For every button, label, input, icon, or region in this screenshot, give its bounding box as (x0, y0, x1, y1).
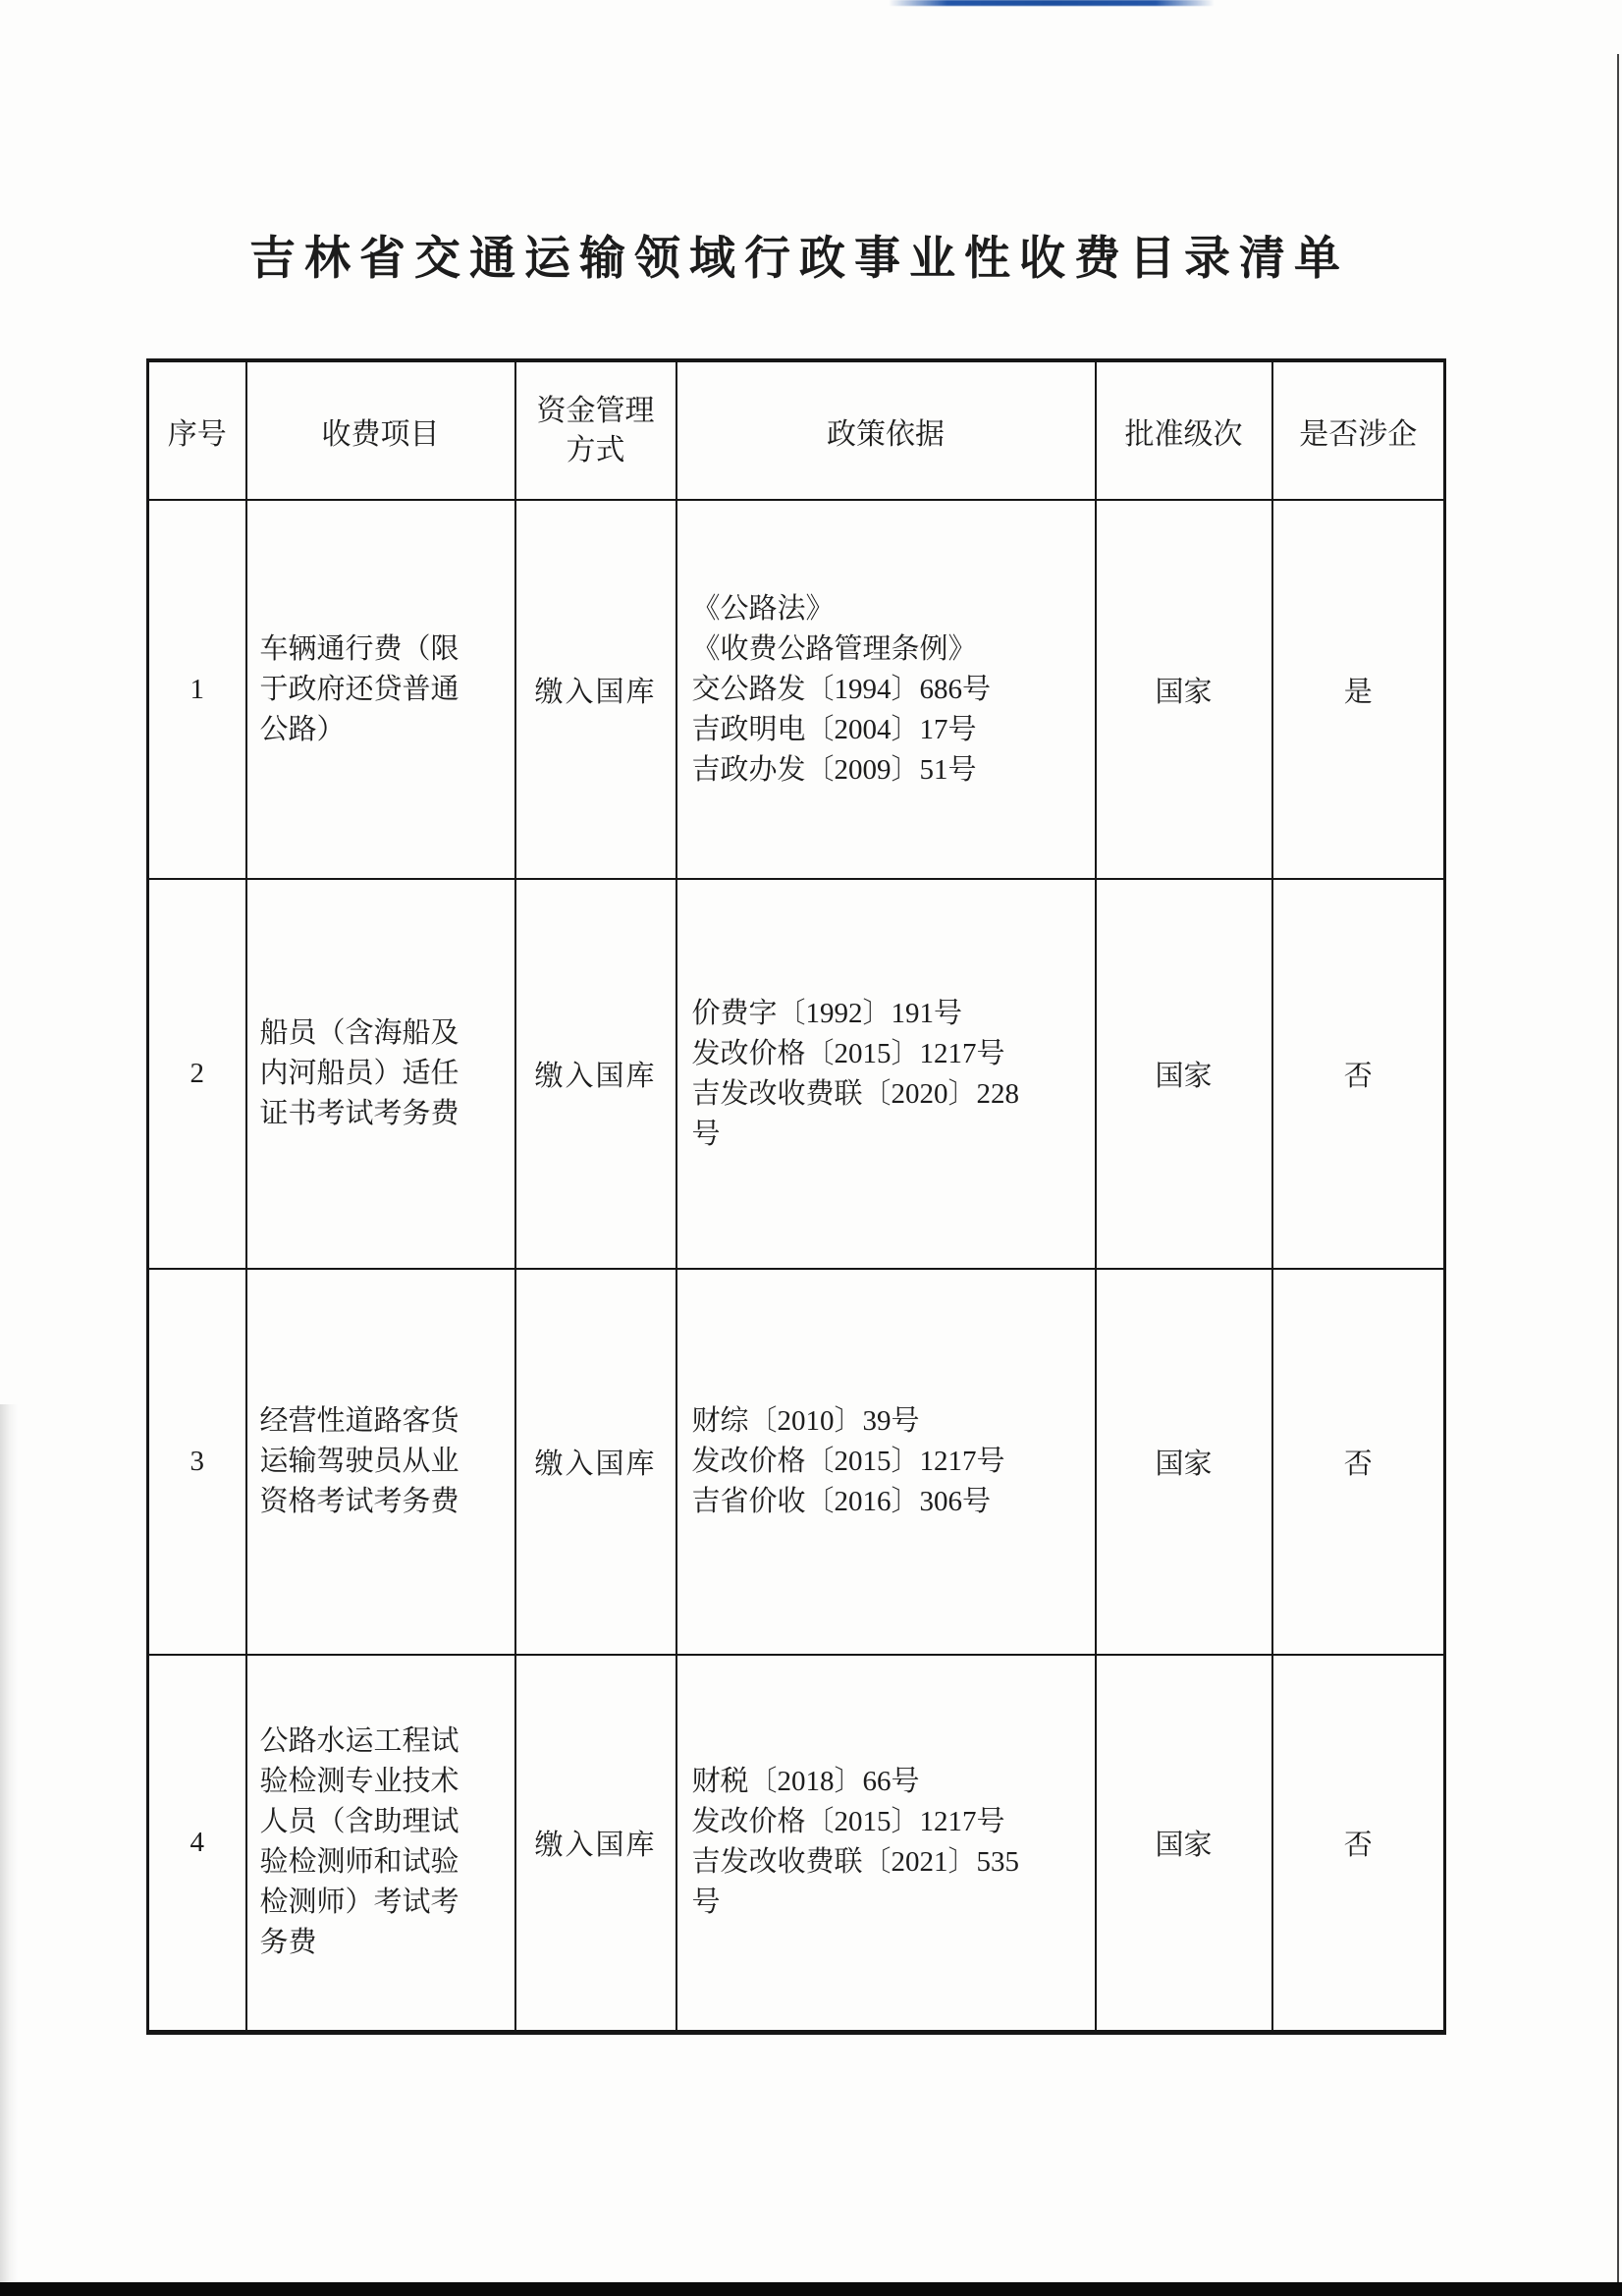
document-title: 吉林省交通运输领域行政事业性收费目录清单 (249, 234, 1349, 285)
header-no: 序号 (148, 360, 246, 500)
cell-no: 2 (148, 879, 246, 1269)
cell-no: 4 (148, 1655, 246, 2032)
cell-involves-enterprise: 否 (1272, 1655, 1445, 2032)
cell-approval-level: 国家 (1096, 500, 1272, 879)
cell-approval-level: 国家 (1096, 879, 1272, 1269)
header-policy-basis: 政策依据 (676, 360, 1096, 500)
header-fee-item: 收费项目 (246, 360, 515, 500)
cell-approval-level: 国家 (1096, 1269, 1272, 1655)
table-row (148, 1655, 1445, 2032)
cell-no: 1 (148, 500, 246, 879)
cell-fund-management: 缴入国库 (515, 1269, 676, 1655)
cell-fund-management: 缴入国库 (515, 879, 676, 1269)
scan-artifact-left-edge-shadow (0, 1404, 18, 2282)
header-approval-level: 批准级次 (1096, 360, 1272, 500)
header-fund-management: 资金管理 方式 (515, 360, 676, 500)
cell-fee-item: 经营性道路客货 运输驾驶员从业 资格考试考务费 (246, 1269, 515, 1655)
cell-policy-basis: 价费字〔1992〕191号 发改价格〔2015〕1217号 吉发改收费联〔2020〕228 号 (676, 879, 1096, 1269)
table-row (148, 1269, 1445, 1655)
cell-no: 3 (148, 1269, 246, 1655)
cell-fund-management: 缴入国库 (515, 1655, 676, 2032)
cell-policy-basis: 财税〔2018〕66号 发改价格〔2015〕1217号 吉发改收费联〔2021〕535 号 (676, 1655, 1096, 2032)
cell-policy-basis: 《公路法》 《收费公路管理条例》 交公路发〔1994〕686号 吉政明电〔2004〕17号 吉政办发〔2009〕51号 (676, 500, 1096, 879)
cell-policy-basis: 财综〔2010〕39号 发改价格〔2015〕1217号 吉省价收〔2016〕306号 (676, 1269, 1096, 1655)
cell-fee-item: 公路水运工程试 验检测专业技术 人员（含助理试 验检测师和试验 检测师）考试考 务费 (246, 1655, 515, 2032)
cell-involves-enterprise: 否 (1272, 1269, 1445, 1655)
cell-involves-enterprise: 否 (1272, 879, 1445, 1269)
cell-fee-item: 车辆通行费（限 于政府还贷普通 公路） (246, 500, 515, 879)
cell-approval-level: 国家 (1096, 1655, 1272, 2032)
table-row (148, 879, 1445, 1269)
cell-involves-enterprise: 是 (1272, 500, 1445, 879)
header-involves-enterprise: 是否涉企 (1272, 360, 1445, 500)
table-row (148, 500, 1445, 879)
fee-directory-table (146, 358, 1446, 2035)
scan-artifact-right-edge-line (1617, 54, 1619, 2282)
cell-fund-management: 缴入国库 (515, 500, 676, 879)
scan-artifact-bottom-black-band (0, 2282, 1622, 2296)
cell-fee-item: 船员（含海船及 内河船员）适任 证书考试考务费 (246, 879, 515, 1269)
scan-artifact-top-blue-band (889, 0, 1215, 6)
table-header-row (148, 360, 1445, 500)
